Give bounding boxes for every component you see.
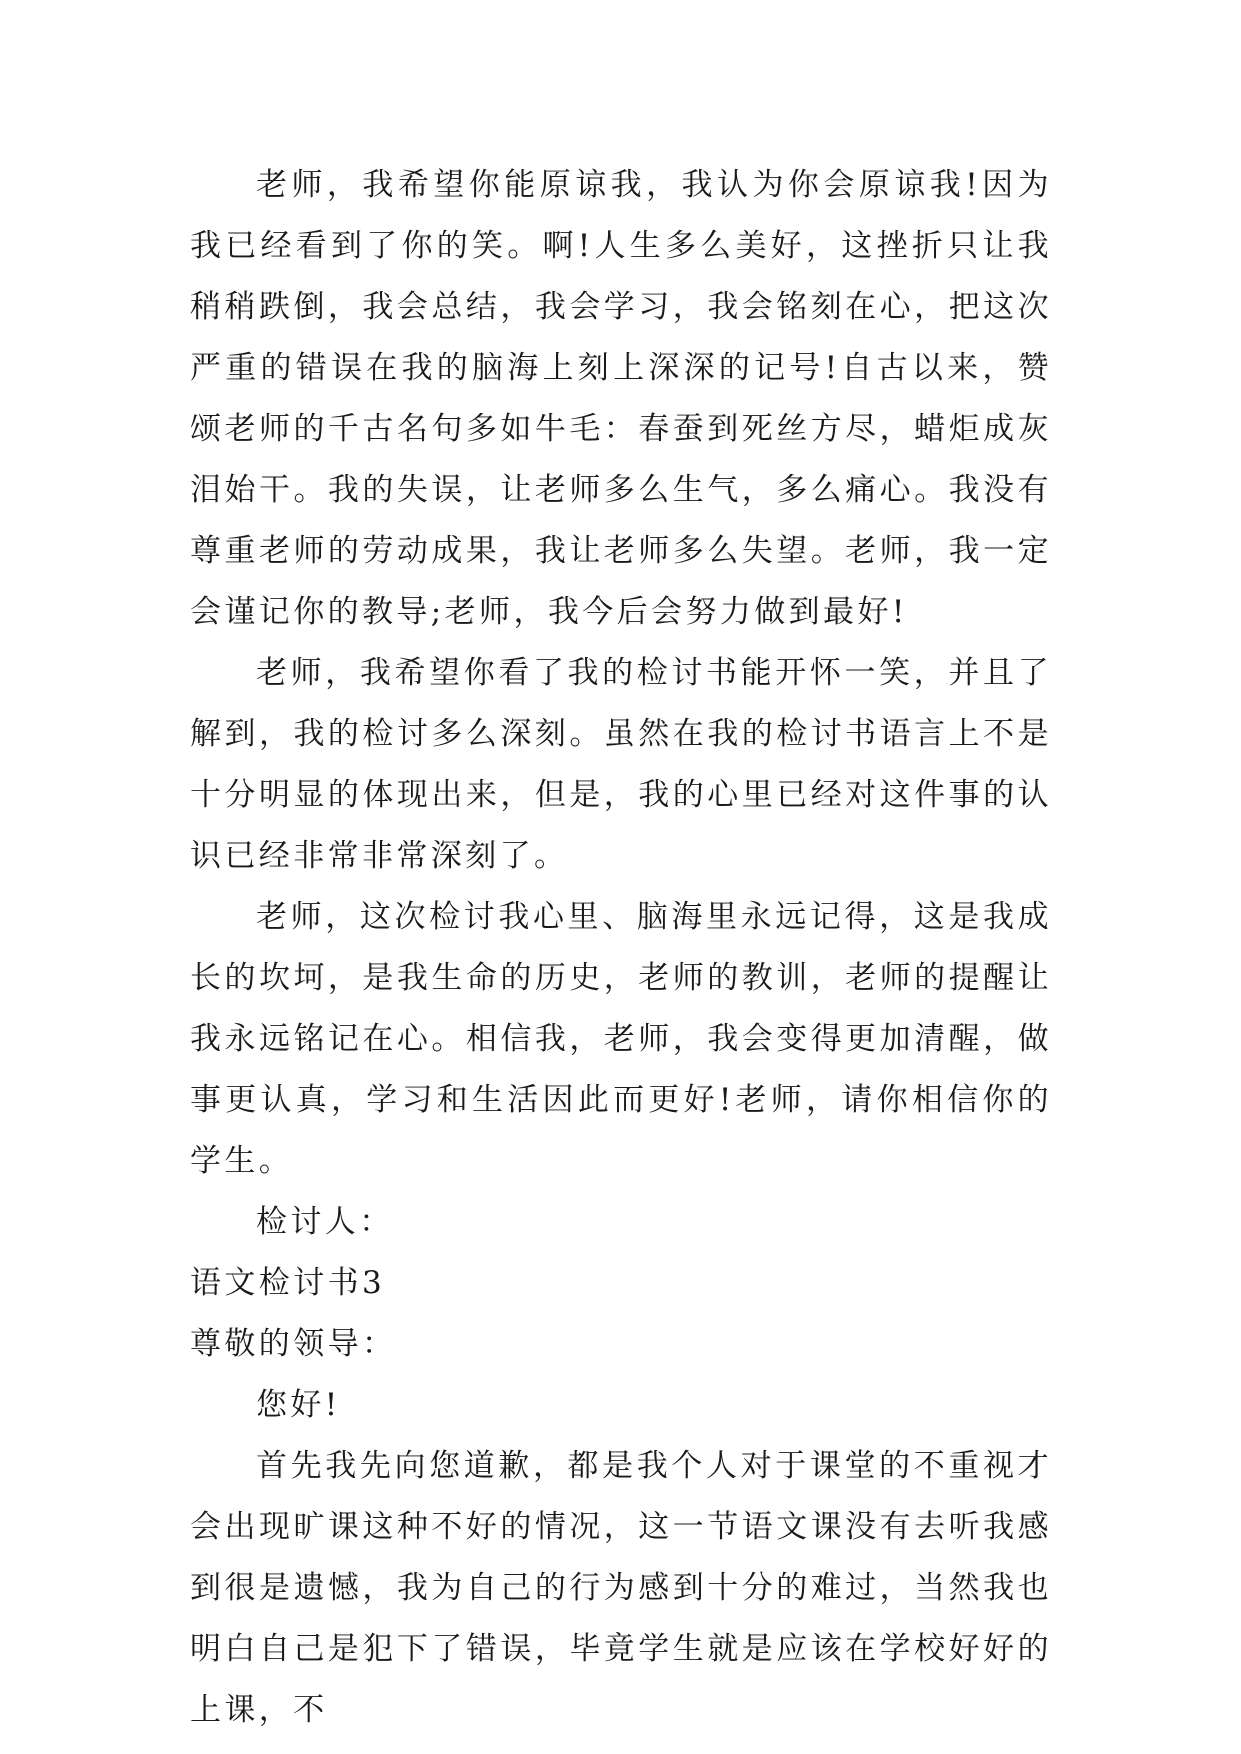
section-heading: 语文检讨书3 bbox=[190, 1265, 386, 1301]
document-page bbox=[190, 155, 1052, 1741]
paragraph-self-reflection: 老师，我希望你看了我的检讨书能开怀一笑，并且了解到，我的检讨多么深刻。虽然在我的检讨书语言上不是十分明显的体现出来，但是，我的心里已经对这件事的认识已经非常非常深刻了。 bbox=[190, 655, 1052, 874]
paragraph-absence-apology: 首先我先向您道歉，都是我个人对于课堂的不重视才会出现旷课这种不好的情况，这一节语文课没有去听我感到很是遗憾，我为自己的行为感到十分的难过，当然我也明白自己是犯下了错误，毕竟学生就是应该在学校好好的上课，不 bbox=[190, 1448, 1052, 1728]
paragraph-promise: 老师，这次检讨我心里、脑海里永远记得，这是我成长的坎坷，是我生命的历史，老师的教训，老师的提醒让我永远铭记在心。相信我，老师，我会变得更加清醒，做事更认真，学习和生活因此而更好!老师，请你相信你的学生。 bbox=[190, 899, 1052, 1179]
greeting: 您好! bbox=[256, 1387, 341, 1423]
salutation: 尊敬的领导： bbox=[190, 1326, 397, 1362]
signature-line: 检讨人： bbox=[256, 1204, 394, 1240]
paragraph-apology-hope: 老师，我希望你能原谅我，我认为你会原谅我!因为我已经看到了你的笑。啊!人生多么美好，这挫折只让我稍稍跌倒，我会总结，我会学习，我会铭刻在心，把这次严重的错误在我的脑海上刻上深深的记号!自古以来，赞颂老师的千古名句多如牛毛：春蚕到死丝方尽，蜡炬成灰泪始干。我的失误，让老师多么生气，多么痛心。我没有尊重老师的劳动成果，我让老师多么失望。老师，我一定会谨记你的教导;老师，我今后会努力做到最好! bbox=[190, 167, 1052, 630]
